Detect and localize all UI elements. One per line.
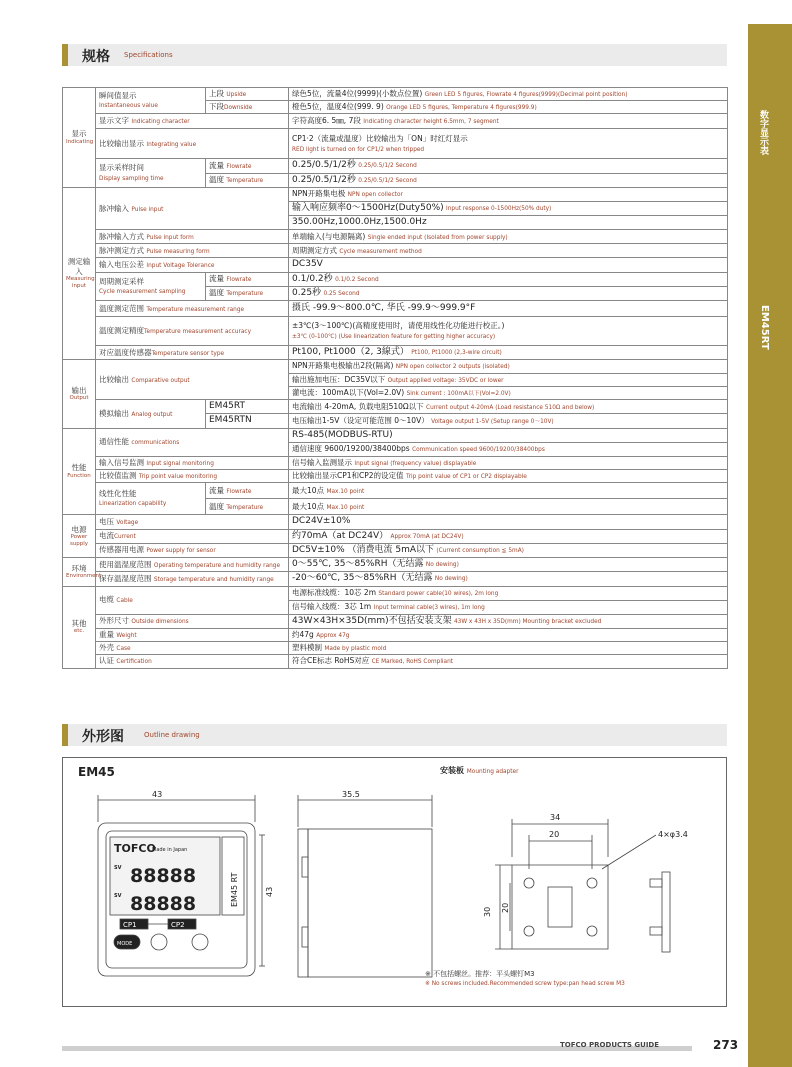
side-category: 数字显示表 — [758, 110, 768, 155]
adapter-dim-20: 20 — [549, 830, 560, 839]
adapter-plate — [512, 865, 608, 949]
table-row: 输出 Output 比较输出 Comparative output NPN开路集电极输出2段(隔离) NPN open collector 2 outputs (isolated) — [63, 360, 728, 373]
table-row: 电源 Power supply 电压 Voltage DC24V±10% — [63, 515, 728, 529]
table-row: 显示文字 Indicating character 字符高度6. 5㎜, 7段 Indicating character height 6.5mm, 7 segment — [63, 114, 728, 129]
outline-header — [62, 724, 727, 746]
outline-title-en: Outline drawing — [144, 731, 200, 739]
page-number: 273 — [713, 1038, 739, 1052]
specs-title: 规格 — [82, 49, 110, 65]
upper-display: 88888 — [130, 865, 197, 887]
hole-spec: 4×φ3.4 — [658, 830, 688, 839]
table-row: 脉冲测定方式 Pulse measuring form 周期测定方式 Cycle measurement method — [63, 244, 728, 258]
dim-width-label: 43 — [152, 790, 163, 799]
table-row: 信号输入线缆：3芯 1m Input terminal cable(3 wires), 1m long — [63, 600, 728, 614]
side-label: EM45 RT — [230, 872, 239, 907]
table-row: 输入信号监测 Input signal monitoring 信号输入监测显示 Input signal (frequency value) displayable — [63, 456, 728, 469]
table-row: 温度 Temperature 最大10点 Max.10 point — [63, 499, 728, 515]
group-env: 环境 Environment — [63, 558, 96, 587]
table-row: 温度测定范围 Temperature measurement range 摄氏 -99.9～800.0℃, 华氏 -99.9～999.9°F — [63, 301, 728, 317]
table-row: 认证 Certification 符合CE标志 RoHS对应 CE Marked, RoHS Compliant — [63, 655, 728, 668]
table-row: 比较值监测 Trip point value monitoring 比较输出显示CP1和CP2的设定值 Trip point value of CP1 or CP2 displayable — [63, 470, 728, 483]
drawing-title: EM45 — [78, 765, 115, 779]
table-row: 温度 Temperature 0.25/0.5/1/2秒 0.25/0.5/1/2 Second — [63, 173, 728, 187]
side-model: EM45RT — [759, 305, 770, 350]
table-row: 脉冲输入方式 Pulse input form 单端输入(与电源隔离) Single ended input (Isolated from power supply) — [63, 230, 728, 244]
table-row: 对应温度传感器Temperature sensor type Pt100, Pt1000（2, 3線式） Pt100, Pt1000 (2,3-wire circuit) — [63, 346, 728, 360]
table-row: 测定输入 Measuring input 脉冲输入 Pulse input NPN开路集电极 NPN open collector — [63, 187, 728, 201]
table-row: 传感器用电源 Power supply for sensor DC5V±10% （消费电流 5mA以下 (Current consumption ≦ 5mA) — [63, 543, 728, 557]
table-row: 输出施加电压：DC35V以下 Output applied voltage: 35VDC or lower — [63, 373, 728, 386]
table-row: 外形尺寸 Outside dimensions 43W×43H×35D(mm)不包括安装支架 43W x 43H x 35D(mm) Mounting bracket excluded — [63, 614, 728, 628]
table-row: 环境 Environment 使用温湿度范围 Operating temperature and humidity range 0～55℃, 35～85%RH（无结露 No dewing) — [63, 558, 728, 572]
table-row: 周期测定采样 Cycle measurement sampling 流量 Flowrate 0.1/0.2秒 0.1/0.2 Second — [63, 272, 728, 286]
table-row: EM45RTN 电压输出1-5V（设定可能范围 0～10V） Voltage output 1-5V (Setup range 0～10V) — [63, 414, 728, 428]
dim-height-label: 43 — [265, 886, 274, 897]
svg-text:SV: SV — [114, 893, 122, 899]
table-row: 性能 Function 通信性能 communications RS-485(MODBUS-RTU) — [63, 428, 728, 442]
group-input: 测定输入 Measuring input — [63, 187, 96, 360]
table-row: 温度 Temperature 0.25秒 0.25 Second — [63, 286, 728, 300]
specs-title-en: Specifications — [124, 51, 173, 59]
table-row: 线性化性能 Linearization capability 流量 Flowrate 最大10点 Max.10 point — [63, 483, 728, 499]
side-tab — [748, 24, 792, 1067]
down-button — [151, 934, 167, 950]
adapter-dim-20v: 20 — [501, 902, 510, 913]
table-row: 通信速度 9600/19200/38400bps Communication speed 9600/19200/38400bps — [63, 442, 728, 456]
lower-display: 88888 — [130, 893, 197, 915]
adapter-dim-30: 30 — [483, 906, 492, 917]
dim-depth-label: 35.5 — [342, 790, 360, 799]
screw-note: ※ 不包括螺丝。推荐：平头螺钉M3 — [425, 970, 535, 978]
group-power: 电源 Power supply — [63, 515, 96, 558]
table-row: 350.00Hz,1000.0Hz,1500.0Hz — [63, 216, 728, 230]
screw-note-en: ※ No screws included.Recommended screw type:pan head screw M3 — [425, 981, 625, 987]
up-button — [192, 934, 208, 950]
made-in-japan: Made in Japan — [152, 847, 188, 853]
svg-text:SV: SV — [114, 865, 122, 871]
table-row: 模拟输出 Analog output EM45RT 电流输出 4-20mA, 负载电阻510Ω以下 Current output 4-20mA (Load resistance 510Ω and below) — [63, 400, 728, 414]
table-row: 温度测定精度Temperature measurement accuracy ±3℃(3～100℃)(高精度使用时，请使用线性化功能进行校正。) ±3℃ (0-100℃) (Use linearization feature for getting higher accuracy) — [63, 317, 728, 346]
cp1-indicator: CP1 — [123, 921, 137, 929]
spec-table — [62, 87, 728, 669]
outline-title: 外形图 — [82, 729, 124, 745]
adapter-side — [662, 872, 670, 952]
table-row: 比较输出显示 Integrating value CP1·2（流量或温度）比较输出为「ON」时红灯显示 RED light is turned on for CP1/2 when tripped — [63, 129, 728, 159]
table-row: 输入电压公差 Input Voltage Tolerance DC35V — [63, 258, 728, 272]
adapter-title: 安装板 Mounting adapter — [440, 766, 519, 775]
footer-guide: TOFCO PRODUCTS GUIDE — [560, 1041, 660, 1049]
table-row: 显示 Indicating 瞬间值显示 Instantaneous value 上段 Upside 绿色5位，流量4位(9999)(小数点位置) Green LED 5 figures, Flowrate 4 figures(9999)(Decimal point position) — [63, 88, 728, 101]
group-other: 其他 etc. — [63, 586, 96, 668]
group-display: 显示 Indicating — [63, 88, 96, 188]
table-row: 下段Downside 橙色5位，温度4位(999. 9) Orange LED 5 figures, Temperature 4 figures(999.9) — [63, 101, 728, 114]
table-row: 重量 Weight 约47g Approx 47g — [63, 628, 728, 641]
table-row: 其他 etc. 电缆 Cable 电源标准线缆：10芯 2m Standard power cable(10 wires), 2m long — [63, 586, 728, 600]
table-row: 外壳 Case 塑料模制 Made by plastic mold — [63, 642, 728, 655]
outline-drawing — [62, 757, 727, 1007]
table-row: 电流Current 约70mA（at DC24V） Approx 70mA (at DC24V) — [63, 529, 728, 543]
table-row: 灌电流：100mA以下(Vol=2.0V) Sink current : 100mA以下(Vol=2.0V) — [63, 386, 728, 399]
table-row: 保存温湿度范围 Storage temperature and humidity range -20～60℃, 35～85%RH（无结露 No dewing) — [63, 572, 728, 586]
adapter-dim-34: 34 — [550, 813, 561, 822]
cp2-indicator: CP2 — [171, 921, 185, 929]
side-view — [298, 829, 308, 977]
group-function: 性能 Function — [63, 428, 96, 515]
mode-button: MODE — [117, 941, 133, 947]
group-output: 输出 Output — [63, 360, 96, 428]
brand-logo: TOFCO — [114, 842, 156, 855]
specs-header — [62, 44, 727, 66]
table-row: 显示采样时间 Display sampling time 流量 Flowrate 0.25/0.5/1/2秒 0.25/0.5/1/2 Second — [63, 159, 728, 173]
table-row: 输入响应频率0～1500Hz(Duty50%) Input response 0-1500Hz(50% duty) — [63, 201, 728, 215]
